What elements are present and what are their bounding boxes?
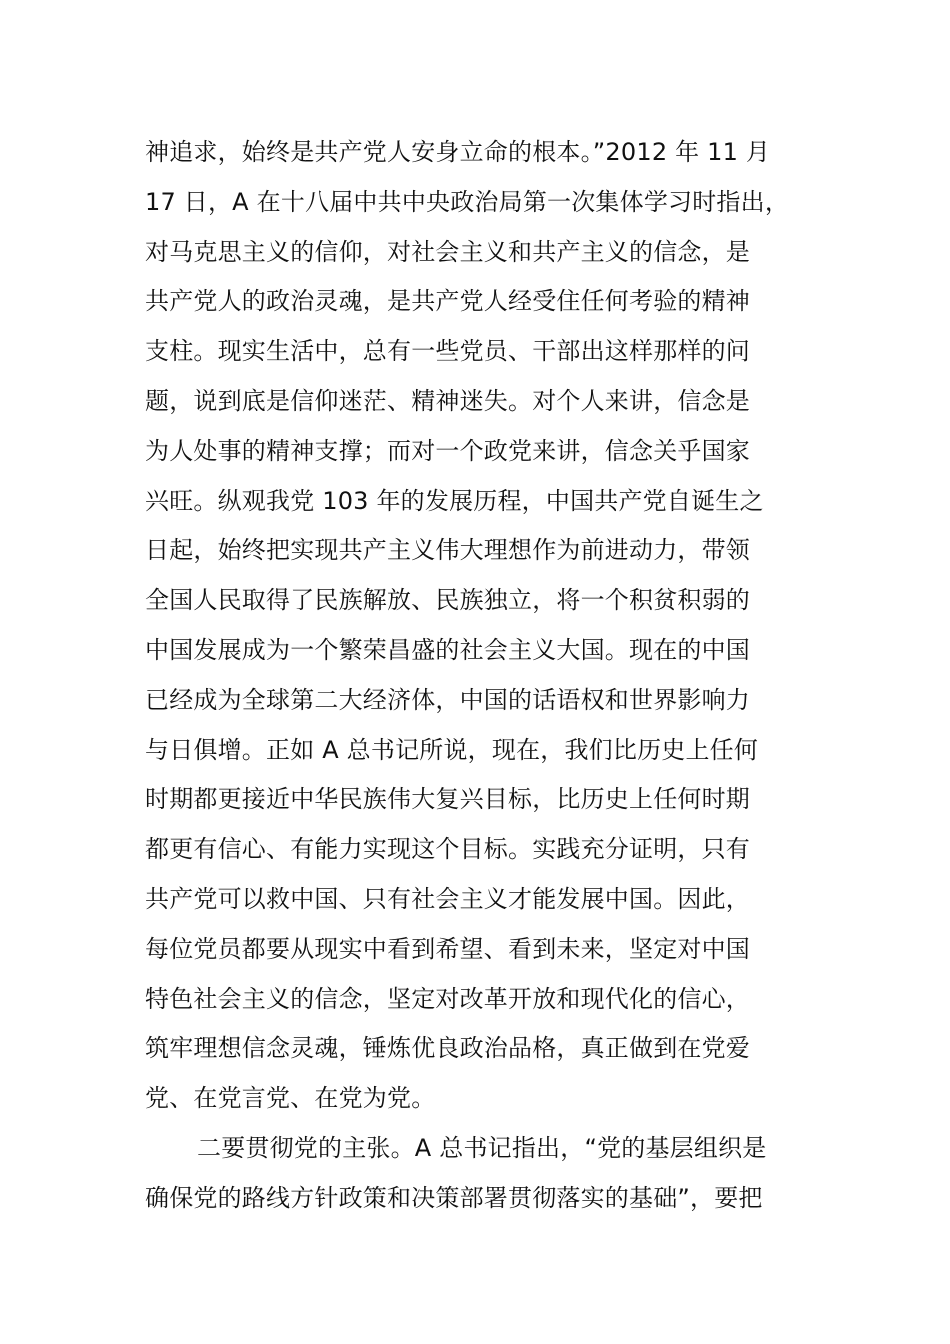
text-line: 确保党的路线方针政策和决策部署贯彻落实的基础”，要把 bbox=[145, 1183, 763, 1212]
text-line: 已经成为全球第二大经济体，中国的话语权和世界影响力 bbox=[145, 685, 750, 714]
text-line: 每位党员都要从现实中看到希望、看到未来，坚定对中国 bbox=[145, 934, 750, 963]
paragraph-first-line: 二要贯彻党的主张。A 总书记指出，“党的基层组织是 bbox=[197, 1133, 767, 1162]
text-line: 时期都更接近中华民族伟大复兴目标，比历史上任何时期 bbox=[145, 785, 750, 814]
text-line: 中国发展成为一个繁荣昌盛的社会主义大国。现在的中国 bbox=[145, 635, 750, 664]
document-body bbox=[145, 128, 845, 1224]
text-line: 党、在党言党、在党为党。 bbox=[145, 1084, 436, 1113]
text-line: 筑牢理想信念灵魂，锤炼优良政治品格，真正做到在党爱 bbox=[145, 1034, 750, 1063]
text-line: 特色社会主义的信念，坚定对改革开放和现代化的信心， bbox=[145, 984, 750, 1013]
text-line: 神追求，始终是共产党人安身立命的根本。”2012 年 11 月 bbox=[145, 138, 771, 166]
text-line: 全国人民取得了民族解放、民族独立，将一个积贫积弱的 bbox=[145, 586, 750, 615]
text-line: 题，说到底是信仰迷茫、精神迷失。对个人来讲，信念是 bbox=[145, 386, 750, 415]
text-line: 与日俱增。正如 A 总书记所说，现在，我们比历史上任何 bbox=[145, 735, 759, 764]
text-line: 日起，始终把实现共产主义伟大理想作为前进动力，带领 bbox=[145, 536, 750, 565]
text-line: 支柱。现实生活中，总有一些党员、干部出这样那样的问 bbox=[145, 337, 750, 366]
text-line: 共产党可以救中国、只有社会主义才能发展中国。因此， bbox=[145, 884, 750, 913]
text-line: 共产党人的政治灵魂，是共产党人经受住任何考验的精神 bbox=[145, 287, 750, 316]
text-line: 都更有信心、有能力实现这个目标。实践充分证明，只有 bbox=[145, 835, 750, 864]
text-line: 对马克思主义的信仰，对社会主义和共产主义的信念，是 bbox=[145, 237, 750, 266]
text-line: 为人处事的精神支撑；而对一个政党来讲，信念关乎国家 bbox=[145, 436, 750, 465]
text-line: 17 日，A 在十八届中共中央政治局第一次集体学习时指出， bbox=[145, 187, 790, 216]
text-line: 兴旺。纵观我党 103 年的发展历程，中国共产党自诞生之 bbox=[145, 486, 764, 515]
